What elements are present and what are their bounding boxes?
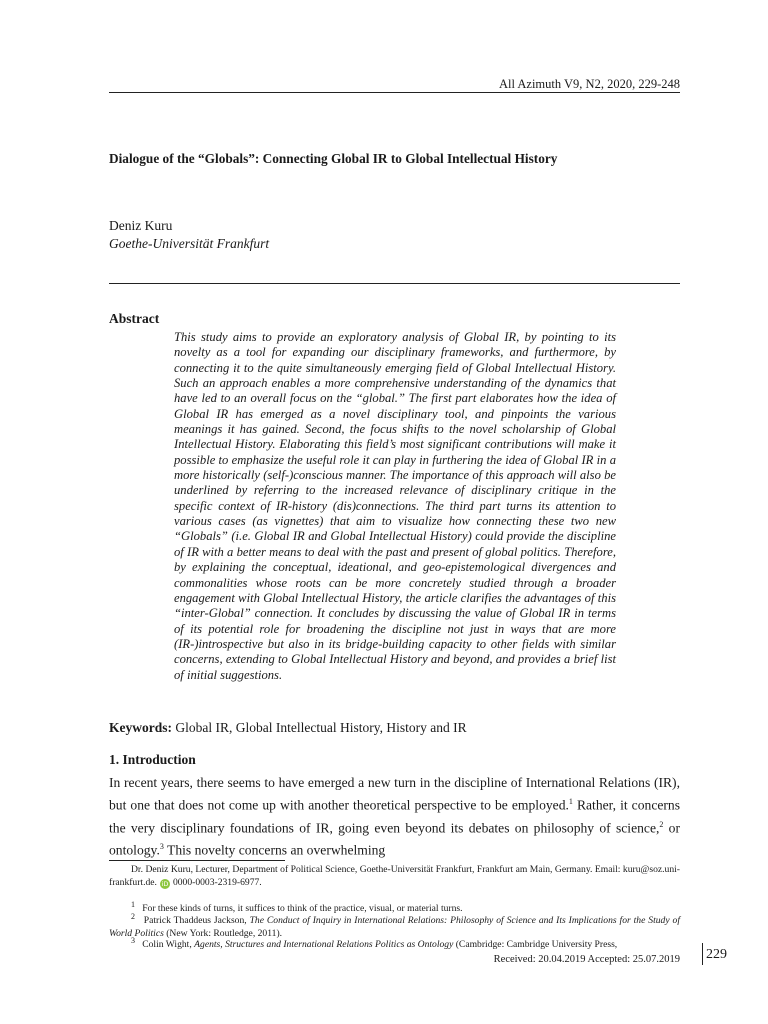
introduction-heading: 1. Introduction xyxy=(109,752,196,767)
keywords-values: Global IR, Global Intellectual History, History and IR xyxy=(175,720,467,735)
intro-text-a: In recent years, there seems to have emerged a new turn in the discipline of International Relations (IR), but one that does not come up with another theoretical perspective to be employed. xyxy=(109,775,680,813)
intro-text-c: or ontology. xyxy=(109,820,680,858)
footnote-2-title: The Conduct of Inquiry in International Relations: Philosophy of Science and Its Implications for the Study of World Politics xyxy=(109,915,680,939)
author-affiliation: Goethe-Universität Frankfurt xyxy=(109,236,270,251)
footnote-3-author: Colin Wight, xyxy=(142,939,195,951)
header-rule xyxy=(109,92,680,93)
footnote-rule xyxy=(109,860,285,861)
footnote-1-number: 1 xyxy=(131,900,135,909)
footnote-2-author: Patrick Thaddeus Jackson, xyxy=(143,915,250,927)
section-rule xyxy=(109,283,680,284)
article-title: Dialogue of the “Globals”: Connecting Global IR to Global Intellectual History xyxy=(109,151,558,166)
author-note: Dr. Deniz Kuru, Lecturer, Department of Political Science, Goethe-Universität Frankfurt, Frankfurt am Main, Germany. Email: kuru@soz.uni-frankfurt.de. xyxy=(109,864,680,888)
footnote-3-title: Agents, Structures and International Relations Politics as Ontology xyxy=(194,939,454,951)
abstract-heading: Abstract xyxy=(109,311,160,326)
intro-text-d: This novelty concerns an overwhelming xyxy=(163,842,386,858)
footnote-author xyxy=(109,864,680,889)
page-number: 229 xyxy=(706,947,727,962)
received-accepted-dates: Received: 20.04.2019 Accepted: 25.07.2019 xyxy=(493,954,680,965)
footnote-3 xyxy=(109,935,680,952)
keywords xyxy=(109,720,467,736)
footnote-ref-3[interactable]: 3 xyxy=(159,842,164,852)
author-name: Deniz Kuru xyxy=(109,218,173,233)
orcid-icon[interactable]: iD xyxy=(161,879,169,888)
footnote-2-publisher: (New York: Routledge, 2011). xyxy=(163,927,283,939)
orcid-id[interactable]: 0000-0003-2319-6977. xyxy=(172,876,262,888)
journal-citation: All Azimuth V9, N2, 2020, 229-248 xyxy=(498,77,680,91)
page-number-rule xyxy=(702,943,703,965)
footnote-3-number: 3 xyxy=(131,936,135,945)
abstract-text: This study aims to provide an exploratory analysis of Global IR, by pointing to its novelty as a tool for expanding our disciplinary frameworks, and furthermore, by connecting it to the quite simultaneously emerging field of Global Intellectual History. Such an approach enables a more comprehensive understanding of the dynamics that have led to an overall focus on the “global.” The first part elaborates how the idea of Global IR has emerged as a novel disciplinary tool, and pinpoints the various meanings it has gained. Second, the focus shifts to the novel scholarship of Global Intellectual History. Elaborating this field’s most significant contributions will make it possible to emphasize the useful role it can play in furthering the idea of Global IR in a more historically (self-)conscious manner. The importance of this approach will also be underlined by referring to the increased relevance of disciplinary critique in the specific context of IR-history (dis)connections. The third part turns its attention to various cases (as vignettes) that aim to visualize how connecting these two new “Globals” (i.e. Global IR and Global Intellectual History) could provide the discipline of IR with a better means to deal with the past and present of global politics. Therefore, by explaining the conceptual, ideational, and geo-epistemological divergences and commonalities whose roots can be more concretely studied through a broader engagement with Global Intellectual History, the article clarifies the advantages of this “inter-Global” connection. It concludes by discussing the value of Global IR in terms of its potential role for broadening the discipline not just in ways that are more (IR-)introspective but also in its bridge-building capacity to other fields with similar concerns, extending to Global Intellectual History and beyond, and provides a brief list of initial suggestions. xyxy=(174,330,616,682)
intro-text-b: Rather, it concerns the very disciplinary foundations of IR, going even beyond its debates on philosophy of science, xyxy=(109,797,680,836)
footnote-3-publisher: (Cambridge: Cambridge University Press, xyxy=(453,939,618,951)
footnote-ref-1[interactable]: 1 xyxy=(568,797,573,806)
footnote-2-number: 2 xyxy=(131,912,135,921)
keywords-label: Keywords: xyxy=(109,720,172,735)
footnote-1-text: For these kinds of turns, it suffices to think of the practice, visual, or material turns. xyxy=(142,903,463,915)
introduction-paragraph xyxy=(109,773,680,860)
footnote-ref-2[interactable]: 2 xyxy=(659,819,664,829)
